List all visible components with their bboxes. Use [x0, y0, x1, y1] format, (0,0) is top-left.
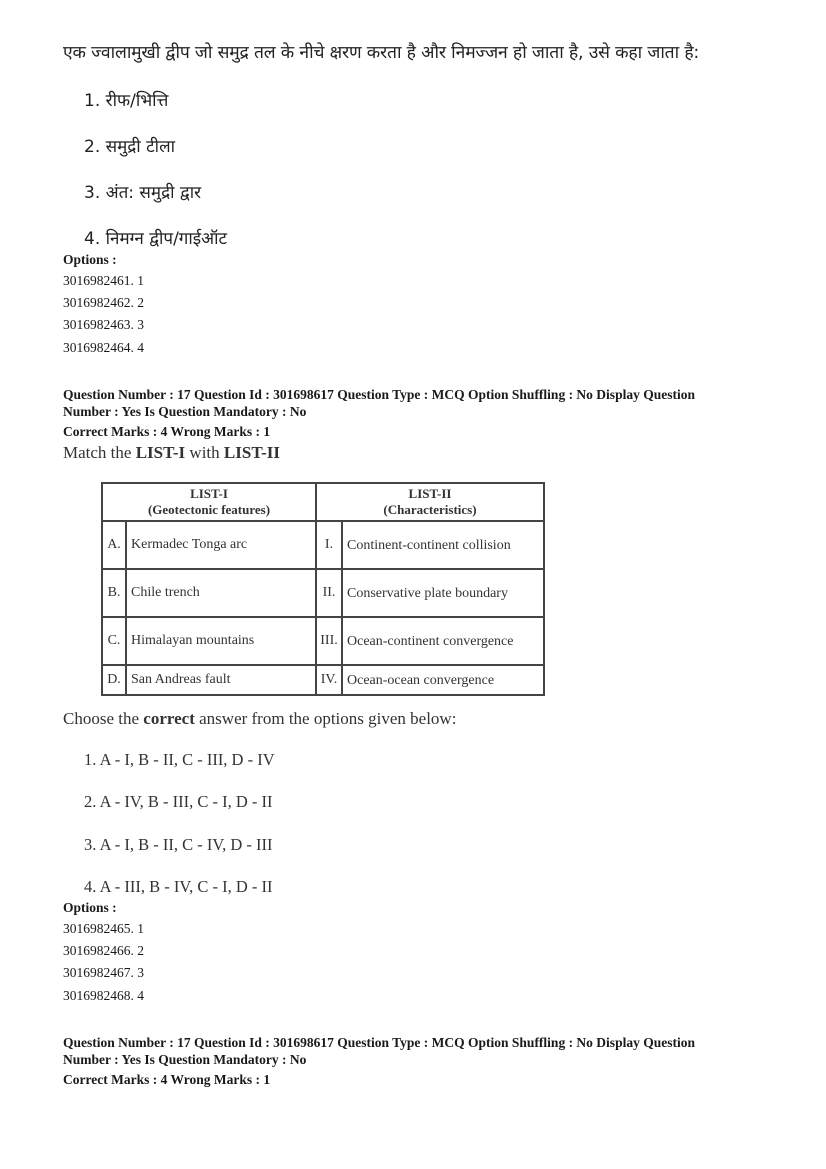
match-instruction-text: Match the — [63, 443, 136, 462]
table-header-row — [102, 483, 544, 521]
match-instruction — [63, 443, 280, 463]
marks-info: Correct Marks : 4 Wrong Marks : 1 — [63, 424, 271, 439]
question-meta-line1: Question Number : 17 Question Id : 301698617 Question Type : MCQ Option Shuffling : No Display Question — [63, 1035, 695, 1050]
row-numeral: II. — [316, 569, 342, 617]
row-numeral: III. — [316, 617, 342, 665]
option-id: 3016982468. 4 — [63, 988, 144, 1003]
list-2-title: LIST-II — [408, 486, 452, 501]
match-instruction-text: with — [185, 443, 224, 462]
characteristic-cell: Conservative plate boundary — [342, 569, 544, 617]
choice-4-hindi: 4. निमग्न द्वीप/गाईऑट — [84, 229, 228, 249]
list-1-label: LIST-I — [135, 443, 186, 462]
options-label: Options : — [63, 900, 117, 915]
row-letter: D. — [102, 665, 126, 695]
list-2-subtitle: (Characteristics) — [383, 502, 477, 517]
choice-3: 3. A - I, B - II, C - IV, D - III — [84, 835, 273, 854]
feature-cell: Himalayan mountains — [126, 617, 316, 665]
table-row — [102, 521, 544, 569]
marks-info: Correct Marks : 4 Wrong Marks : 1 — [63, 1072, 271, 1087]
choose-instruction-emphasis: correct — [143, 709, 195, 728]
row-numeral: IV. — [316, 665, 342, 695]
option-id: 3016982462. 2 — [63, 295, 144, 310]
table-row — [102, 617, 544, 665]
list-1-header — [102, 483, 316, 521]
choose-instruction — [63, 709, 456, 729]
characteristic-cell: Continent-continent collision — [342, 521, 544, 569]
option-id: 3016982463. 3 — [63, 317, 144, 332]
feature-cell: Kermadec Tonga arc — [126, 521, 316, 569]
question-meta-line2: Number : Yes Is Question Mandatory : No — [63, 404, 307, 419]
list-2-label: LIST-II — [223, 443, 280, 462]
choice-1-hindi: 1. रीफ/भित्ति — [84, 91, 169, 111]
option-id: 3016982461. 1 — [63, 273, 144, 288]
question-meta — [63, 1034, 763, 1068]
choice-1: 1. A - I, B - II, C - III, D - IV — [84, 750, 275, 769]
choice-4: 4. A - III, B - IV, C - I, D - II — [84, 877, 273, 896]
table-row — [102, 665, 544, 695]
row-letter: B. — [102, 569, 126, 617]
row-letter: A. — [102, 521, 126, 569]
choose-instruction-text: Choose the — [63, 709, 144, 728]
characteristic-cell: Ocean-continent convergence — [342, 617, 544, 665]
choice-3-hindi: 3. अंत: समुद्री द्वार — [84, 183, 202, 203]
list-1-title: LIST-I — [190, 486, 228, 501]
characteristic-cell: Ocean-ocean convergence — [342, 665, 544, 695]
question-meta-line1: Question Number : 17 Question Id : 301698617 Question Type : MCQ Option Shuffling : No Display Question — [63, 387, 695, 402]
table-row — [102, 569, 544, 617]
option-id: 3016982467. 3 — [63, 965, 144, 980]
list-1-subtitle: (Geotectonic features) — [147, 502, 271, 517]
feature-cell: Chile trench — [126, 569, 316, 617]
option-id: 3016982464. 4 — [63, 340, 144, 355]
row-numeral: I. — [316, 521, 342, 569]
choice-2: 2. A - IV, B - III, C - I, D - II — [84, 792, 273, 811]
list-2-header — [316, 483, 544, 521]
choose-instruction-text: answer from the options given below: — [194, 709, 457, 728]
question-meta-line2: Number : Yes Is Question Mandatory : No — [63, 1052, 307, 1067]
match-table — [101, 482, 545, 696]
option-id: 3016982465. 1 — [63, 921, 144, 936]
question-meta — [63, 386, 763, 420]
options-label: Options : — [63, 252, 117, 267]
row-letter: C. — [102, 617, 126, 665]
question-text-hindi: एक ज्वालामुखी द्वीप जो समुद्र तल के नीचे क्षरण करता है और निमज्जन हो जाता है, उसे कहा जाता है: — [63, 43, 700, 63]
feature-cell: San Andreas fault — [126, 665, 316, 695]
option-id: 3016982466. 2 — [63, 943, 144, 958]
choice-2-hindi: 2. समुद्री टीला — [84, 137, 176, 157]
